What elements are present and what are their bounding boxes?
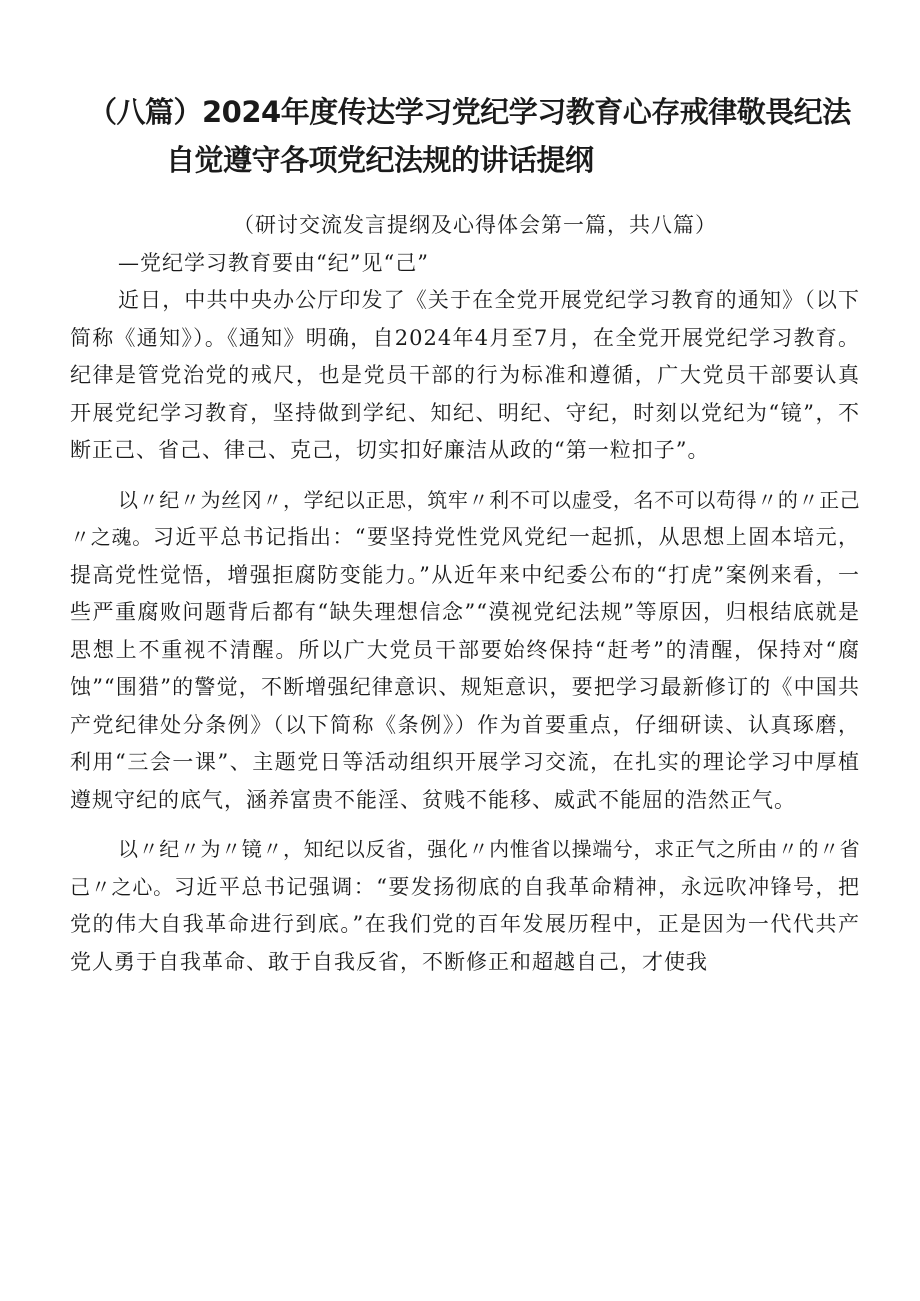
paragraph-3-lead: 以〃纪〃为〃镜〃，知纪以反省，强化〃内惟省以操端兮，求正气之所由〃的〃省己〃之心。 xyxy=(70,837,860,899)
document-body xyxy=(70,207,860,981)
paragraph-2 xyxy=(70,482,860,820)
section-heading: —党纪学习教育要由“纪”见“己” xyxy=(118,250,429,275)
document-title xyxy=(88,88,888,184)
document-subtitle: （研讨交流发言提纲及心得体会第一篇，共八篇） xyxy=(233,213,717,237)
paragraph-1: 近日，中共中央办公厅印发了《关于在全党开展党纪学习教育的通知》（以下简称《通知》）。《通知》明确，自2024年4月至7月，在全党开展党纪学习教育。纪律是管党治党的戒尺，也是党员干部的行为标准和遵循，广大党员干部要认真开展党纪学习教育，坚持做到学纪、知纪、明纪、守纪，时刻以党纪为“镜”，不断正己、省己、律己、克己，切实扣好廉洁从政的“第一粒扣子”。 xyxy=(70,288,860,462)
paragraph-2-lead: 以〃纪〃为丝冈〃，学纪以正思，筑牢〃利不可以虚受，名不可以苟得〃的〃正己〃之魂。 xyxy=(70,487,860,549)
paragraph-3-body: 习近平总书记强调：“要发扬彻底的自我革命精神，永远吹冲锋号，把党的伟大自我革命进行到底。”在我们党的百年发展历程中，正是因为一代代共产党人勇于自我革命、敢于自我反省，不断修正和超越自己，才使我 xyxy=(70,874,861,974)
paragraph-2-body: 习近平总书记指出：“要坚持党性党风党纪一起抓，从思想上固本培元，提高党性觉悟，增强拒腐防变能力。”从近年来中纪委公布的“打虎”案例来看，一些严重腐败问题背后都有“缺失理想信念”“漠视党纪法规”等原因，归根结底就是思想上不重视不清醒。所以广大党员干部要始终保持“赶考”的清醒，保持对“腐蚀”“围猎”的警觉，不断增强纪律意识、规矩意识，要把学习最新修订的《中国共产党纪律处分条例》（以下简称《条例》）作为首要重点，仔细研读、认真琢磨，利用“三会一课”、主题党日等活动组织开展学习交流，在扎实的理论学习中厚植遵规守纪的底气，涵养富贵不能淫、贫贱不能移、威武不能屈的浩然正气。 xyxy=(70,525,860,812)
paragraph-3 xyxy=(70,831,860,981)
title-line-1: （八篇）2024年度传达学习党纪学习教育心存戒律敬畏纪法 xyxy=(88,95,851,129)
title-line-2: 自觉遵守各项党纪法规的讲话提纲 xyxy=(166,143,594,177)
